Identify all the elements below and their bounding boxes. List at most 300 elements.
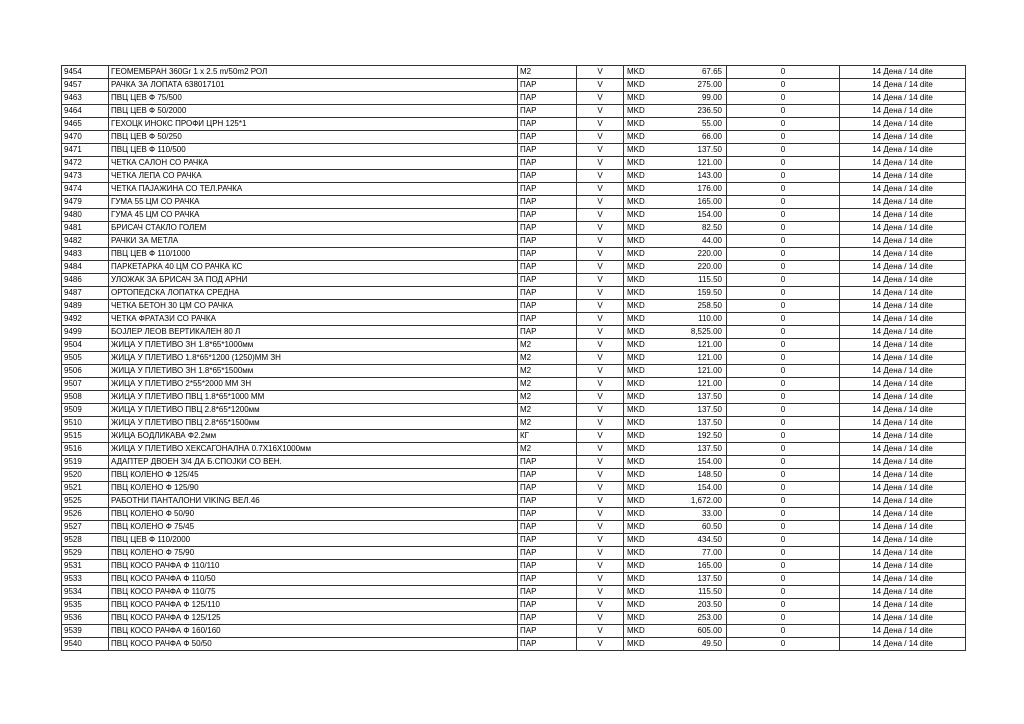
item-price: 192.50 xyxy=(670,430,727,443)
item-currency: MKD xyxy=(624,391,670,404)
item-delivery: 14 Дена / 14 dite xyxy=(840,560,966,573)
item-code: 9521 xyxy=(62,482,109,495)
item-quantity: 0 xyxy=(727,547,840,560)
item-quantity: 0 xyxy=(727,105,840,118)
item-flag: V xyxy=(577,118,624,131)
item-quantity: 0 xyxy=(727,131,840,144)
item-flag: V xyxy=(577,183,624,196)
item-flag: V xyxy=(577,209,624,222)
item-code: 9489 xyxy=(62,300,109,313)
item-currency: MKD xyxy=(624,339,670,352)
table-row xyxy=(62,508,966,521)
item-code: 9484 xyxy=(62,261,109,274)
item-currency: MKD xyxy=(624,456,670,469)
item-flag: V xyxy=(577,248,624,261)
table-row xyxy=(62,456,966,469)
item-name: ОРТОПЕДСКА ЛОПАТКА СРЕДНА xyxy=(109,287,518,300)
table-row xyxy=(62,339,966,352)
item-price: 176.00 xyxy=(670,183,727,196)
item-code: 9473 xyxy=(62,170,109,183)
item-delivery: 14 Дена / 14 dite xyxy=(840,261,966,274)
item-code: 9470 xyxy=(62,131,109,144)
item-quantity: 0 xyxy=(727,625,840,638)
item-quantity: 0 xyxy=(727,339,840,352)
item-delivery: 14 Дена / 14 dite xyxy=(840,235,966,248)
item-price: 67.65 xyxy=(670,66,727,79)
item-currency: MKD xyxy=(624,638,670,651)
item-name: ГУМА 45 ЦМ СО РАЧКА xyxy=(109,209,518,222)
item-code: 9520 xyxy=(62,469,109,482)
item-quantity: 0 xyxy=(727,235,840,248)
item-currency: MKD xyxy=(624,573,670,586)
item-quantity: 0 xyxy=(727,144,840,157)
item-delivery: 14 Дена / 14 dite xyxy=(840,482,966,495)
item-currency: MKD xyxy=(624,131,670,144)
item-code: 9527 xyxy=(62,521,109,534)
item-unit: ПАР xyxy=(518,157,577,170)
item-flag: V xyxy=(577,378,624,391)
table-row xyxy=(62,430,966,443)
item-unit: ПАР xyxy=(518,209,577,222)
item-delivery: 14 Дена / 14 dite xyxy=(840,339,966,352)
item-unit: М2 xyxy=(518,339,577,352)
item-flag: V xyxy=(577,547,624,560)
item-delivery: 14 Дена / 14 dite xyxy=(840,456,966,469)
item-delivery: 14 Дена / 14 dite xyxy=(840,443,966,456)
item-currency: MKD xyxy=(624,586,670,599)
item-quantity: 0 xyxy=(727,443,840,456)
item-name: ЖИЦА У ПЛЕТИВО 2*55*2000 ММ ЗН xyxy=(109,378,518,391)
item-quantity: 0 xyxy=(727,534,840,547)
item-price: 605.00 xyxy=(670,625,727,638)
item-quantity: 0 xyxy=(727,300,840,313)
item-code: 9505 xyxy=(62,352,109,365)
item-quantity: 0 xyxy=(727,482,840,495)
item-unit: М2 xyxy=(518,352,577,365)
item-flag: V xyxy=(577,443,624,456)
table-row xyxy=(62,222,966,235)
item-unit: ПАР xyxy=(518,261,577,274)
item-unit: М2 xyxy=(518,66,577,79)
item-code: 9525 xyxy=(62,495,109,508)
item-name: ПВЦ КОСО РАЧФА Ф 160/160 xyxy=(109,625,518,638)
item-delivery: 14 Дена / 14 dite xyxy=(840,209,966,222)
item-unit: ПАР xyxy=(518,144,577,157)
item-delivery: 14 Дена / 14 dite xyxy=(840,105,966,118)
item-flag: V xyxy=(577,599,624,612)
item-quantity: 0 xyxy=(727,326,840,339)
item-code: 9482 xyxy=(62,235,109,248)
item-code: 9528 xyxy=(62,534,109,547)
item-price: 33.00 xyxy=(670,508,727,521)
item-currency: MKD xyxy=(624,560,670,573)
item-flag: V xyxy=(577,287,624,300)
item-currency: MKD xyxy=(624,209,670,222)
table-row xyxy=(62,183,966,196)
item-delivery: 14 Дена / 14 dite xyxy=(840,313,966,326)
item-unit: ПАР xyxy=(518,495,577,508)
item-currency: MKD xyxy=(624,170,670,183)
table-row xyxy=(62,378,966,391)
item-delivery: 14 Дена / 14 dite xyxy=(840,183,966,196)
table-row xyxy=(62,625,966,638)
item-currency: MKD xyxy=(624,417,670,430)
item-unit: ПАР xyxy=(518,235,577,248)
item-price: 55.00 xyxy=(670,118,727,131)
item-delivery: 14 Дена / 14 dite xyxy=(840,534,966,547)
item-unit: ПАР xyxy=(518,326,577,339)
item-price: 115.50 xyxy=(670,274,727,287)
item-delivery: 14 Дена / 14 dite xyxy=(840,118,966,131)
item-code: 9487 xyxy=(62,287,109,300)
item-currency: MKD xyxy=(624,261,670,274)
table-row xyxy=(62,560,966,573)
item-flag: V xyxy=(577,157,624,170)
item-delivery: 14 Дена / 14 dite xyxy=(840,521,966,534)
item-delivery: 14 Дена / 14 dite xyxy=(840,638,966,651)
table-row xyxy=(62,326,966,339)
item-delivery: 14 Дена / 14 dite xyxy=(840,66,966,79)
item-price: 121.00 xyxy=(670,352,727,365)
item-delivery: 14 Дена / 14 dite xyxy=(840,326,966,339)
item-flag: V xyxy=(577,521,624,534)
item-quantity: 0 xyxy=(727,209,840,222)
item-unit: ПАР xyxy=(518,573,577,586)
item-code: 9504 xyxy=(62,339,109,352)
item-name: ЖИЦА У ПЛЕТИВО ПВЦ 1.8*65*1000 ММ xyxy=(109,391,518,404)
item-price: 154.00 xyxy=(670,456,727,469)
item-code: 9499 xyxy=(62,326,109,339)
item-price: 165.00 xyxy=(670,560,727,573)
item-name: ГЕОМЕМБРАН 360Gr 1 x 2.5 m/50m2 РОЛ xyxy=(109,66,518,79)
item-quantity: 0 xyxy=(727,352,840,365)
item-quantity: 0 xyxy=(727,586,840,599)
table-row xyxy=(62,118,966,131)
item-flag: V xyxy=(577,274,624,287)
item-flag: V xyxy=(577,560,624,573)
item-currency: MKD xyxy=(624,183,670,196)
item-flag: V xyxy=(577,170,624,183)
item-currency: MKD xyxy=(624,105,670,118)
item-price: 1,672.00 xyxy=(670,495,727,508)
item-code: 9454 xyxy=(62,66,109,79)
item-name: ПАРКЕТАРКА 40 ЦМ СО РАЧКА КС xyxy=(109,261,518,274)
table-row xyxy=(62,469,966,482)
item-code: 9539 xyxy=(62,625,109,638)
item-currency: MKD xyxy=(624,274,670,287)
item-delivery: 14 Дена / 14 dite xyxy=(840,612,966,625)
item-flag: V xyxy=(577,66,624,79)
item-delivery: 14 Дена / 14 dite xyxy=(840,495,966,508)
item-quantity: 0 xyxy=(727,157,840,170)
item-currency: MKD xyxy=(624,313,670,326)
item-code: 9534 xyxy=(62,586,109,599)
item-name: ЖИЦА БОДЛИКАВА Ф2.2мм xyxy=(109,430,518,443)
item-quantity: 0 xyxy=(727,222,840,235)
item-price: 121.00 xyxy=(670,378,727,391)
item-price: 66.00 xyxy=(670,131,727,144)
table-row xyxy=(62,495,966,508)
item-unit: ПАР xyxy=(518,625,577,638)
item-quantity: 0 xyxy=(727,430,840,443)
item-unit: М2 xyxy=(518,378,577,391)
item-unit: ПАР xyxy=(518,274,577,287)
item-delivery: 14 Дена / 14 dite xyxy=(840,196,966,209)
item-code: 9507 xyxy=(62,378,109,391)
item-name: ПВЦ ЦЕВ Ф 50/250 xyxy=(109,131,518,144)
item-code: 9516 xyxy=(62,443,109,456)
price-list-body xyxy=(62,66,966,651)
item-currency: MKD xyxy=(624,222,670,235)
item-price: 236.50 xyxy=(670,105,727,118)
item-name: РАБОТНИ ПАНТАЛОНИ VIKING ВЕЛ.46 xyxy=(109,495,518,508)
item-name: ПВЦ КОСО РАЧФА Ф 110/50 xyxy=(109,573,518,586)
item-unit: ПАР xyxy=(518,131,577,144)
item-name: ЖИЦА У ПЛЕТИВО ПВЦ 2.8*65*1500мм xyxy=(109,417,518,430)
item-delivery: 14 Дена / 14 dite xyxy=(840,92,966,105)
item-code: 9463 xyxy=(62,92,109,105)
item-name: ЧЕТКА ФРАТАЗИ СО РАЧКА xyxy=(109,313,518,326)
table-row xyxy=(62,209,966,222)
item-flag: V xyxy=(577,638,624,651)
item-name: ПВЦ ЦЕВ Ф 110/1000 xyxy=(109,248,518,261)
item-unit: ПАР xyxy=(518,79,577,92)
item-name: ПВЦ КОСО РАЧФА Ф 125/110 xyxy=(109,599,518,612)
item-price: 159.50 xyxy=(670,287,727,300)
item-delivery: 14 Дена / 14 dite xyxy=(840,274,966,287)
item-quantity: 0 xyxy=(727,365,840,378)
item-unit: М2 xyxy=(518,391,577,404)
item-delivery: 14 Дена / 14 dite xyxy=(840,222,966,235)
item-currency: MKD xyxy=(624,547,670,560)
table-row xyxy=(62,196,966,209)
item-flag: V xyxy=(577,534,624,547)
price-list-table xyxy=(61,65,966,651)
item-unit: ПАР xyxy=(518,508,577,521)
item-quantity: 0 xyxy=(727,417,840,430)
item-currency: MKD xyxy=(624,430,670,443)
item-delivery: 14 Дена / 14 dite xyxy=(840,248,966,261)
item-currency: MKD xyxy=(624,599,670,612)
item-price: 49.50 xyxy=(670,638,727,651)
item-delivery: 14 Дена / 14 dite xyxy=(840,79,966,92)
item-code: 9481 xyxy=(62,222,109,235)
item-currency: MKD xyxy=(624,92,670,105)
item-name: ПВЦ ЦЕВ Ф 110/2000 xyxy=(109,534,518,547)
item-delivery: 14 Дена / 14 dite xyxy=(840,417,966,430)
table-row xyxy=(62,274,966,287)
item-quantity: 0 xyxy=(727,261,840,274)
item-name: ГУМА 55 ЦМ СО РАЧКА xyxy=(109,196,518,209)
item-quantity: 0 xyxy=(727,196,840,209)
item-code: 9492 xyxy=(62,313,109,326)
item-name: РАЧКИ ЗА МЕТЛА xyxy=(109,235,518,248)
item-unit: М2 xyxy=(518,417,577,430)
item-currency: MKD xyxy=(624,495,670,508)
item-flag: V xyxy=(577,508,624,521)
item-quantity: 0 xyxy=(727,495,840,508)
table-row xyxy=(62,144,966,157)
item-currency: MKD xyxy=(624,469,670,482)
item-price: 220.00 xyxy=(670,261,727,274)
item-code: 9474 xyxy=(62,183,109,196)
item-price: 253.00 xyxy=(670,612,727,625)
item-delivery: 14 Дена / 14 dite xyxy=(840,404,966,417)
item-code: 9471 xyxy=(62,144,109,157)
item-flag: V xyxy=(577,222,624,235)
table-row xyxy=(62,105,966,118)
item-delivery: 14 Дена / 14 dite xyxy=(840,157,966,170)
item-unit: ПАР xyxy=(518,287,577,300)
item-price: 137.50 xyxy=(670,417,727,430)
item-unit: ПАР xyxy=(518,196,577,209)
item-code: 9536 xyxy=(62,612,109,625)
table-row xyxy=(62,547,966,560)
item-delivery: 14 Дена / 14 dite xyxy=(840,599,966,612)
item-delivery: 14 Дена / 14 dite xyxy=(840,469,966,482)
item-code: 9519 xyxy=(62,456,109,469)
item-price: 82.50 xyxy=(670,222,727,235)
item-name: БОЈЛЕР ЛЕОВ ВЕРТИКАЛЕН 80 Л xyxy=(109,326,518,339)
item-quantity: 0 xyxy=(727,391,840,404)
table-row xyxy=(62,170,966,183)
item-unit: ПАР xyxy=(518,118,577,131)
item-delivery: 14 Дена / 14 dite xyxy=(840,391,966,404)
item-flag: V xyxy=(577,105,624,118)
item-quantity: 0 xyxy=(727,378,840,391)
item-name: ПВЦ ЦЕВ Ф 50/2000 xyxy=(109,105,518,118)
item-currency: MKD xyxy=(624,66,670,79)
item-flag: V xyxy=(577,430,624,443)
item-code: 9540 xyxy=(62,638,109,651)
item-price: 154.00 xyxy=(670,209,727,222)
item-unit: ПАР xyxy=(518,599,577,612)
item-unit: ПАР xyxy=(518,534,577,547)
item-flag: V xyxy=(577,586,624,599)
table-row xyxy=(62,157,966,170)
item-code: 9457 xyxy=(62,79,109,92)
item-name: ПВЦ КОСО РАЧФА Ф 110/110 xyxy=(109,560,518,573)
item-delivery: 14 Дена / 14 dite xyxy=(840,625,966,638)
item-flag: V xyxy=(577,339,624,352)
item-quantity: 0 xyxy=(727,612,840,625)
item-delivery: 14 Дена / 14 dite xyxy=(840,131,966,144)
item-delivery: 14 Дена / 14 dite xyxy=(840,144,966,157)
item-currency: MKD xyxy=(624,482,670,495)
item-code: 9531 xyxy=(62,560,109,573)
item-unit: ПАР xyxy=(518,638,577,651)
item-price: 77.00 xyxy=(670,547,727,560)
item-unit: М2 xyxy=(518,443,577,456)
item-code: 9506 xyxy=(62,365,109,378)
item-price: 258.50 xyxy=(670,300,727,313)
table-row xyxy=(62,261,966,274)
item-price: 137.50 xyxy=(670,144,727,157)
item-name: ЖИЦА У ПЛЕТИВО ЗН 1.8*65*1000мм xyxy=(109,339,518,352)
item-name: ЖИЦА У ПЛЕТИВО ПВЦ 2.8*65*1200мм xyxy=(109,404,518,417)
item-delivery: 14 Дена / 14 dite xyxy=(840,430,966,443)
item-price: 434.50 xyxy=(670,534,727,547)
item-flag: V xyxy=(577,495,624,508)
item-code: 9510 xyxy=(62,417,109,430)
item-flag: V xyxy=(577,300,624,313)
item-code: 9486 xyxy=(62,274,109,287)
item-name: ЧЕТКА ЛЕПА СО РАЧКА xyxy=(109,170,518,183)
item-unit: М2 xyxy=(518,365,577,378)
item-delivery: 14 Дена / 14 dite xyxy=(840,378,966,391)
item-quantity: 0 xyxy=(727,287,840,300)
item-price: 137.50 xyxy=(670,443,727,456)
item-unit: ПАР xyxy=(518,313,577,326)
item-currency: MKD xyxy=(624,300,670,313)
item-code: 9483 xyxy=(62,248,109,261)
table-row xyxy=(62,79,966,92)
item-name: ПВЦ КОЛЕНО Ф 125/45 xyxy=(109,469,518,482)
item-code: 9509 xyxy=(62,404,109,417)
item-name: ЖИЦА У ПЛЕТИВО ХЕКСАГОНАЛНА 0.7Х16Х1000мм xyxy=(109,443,518,456)
item-unit: ПАР xyxy=(518,612,577,625)
item-unit: ПАР xyxy=(518,170,577,183)
item-flag: V xyxy=(577,313,624,326)
item-delivery: 14 Дена / 14 dite xyxy=(840,287,966,300)
table-row xyxy=(62,313,966,326)
item-name: ПВЦ КОСО РАЧФА Ф 110/75 xyxy=(109,586,518,599)
table-row xyxy=(62,92,966,105)
item-unit: ПАР xyxy=(518,547,577,560)
item-delivery: 14 Дена / 14 dite xyxy=(840,573,966,586)
item-unit: ПАР xyxy=(518,183,577,196)
item-delivery: 14 Дена / 14 dite xyxy=(840,170,966,183)
item-price: 203.50 xyxy=(670,599,727,612)
item-currency: MKD xyxy=(624,365,670,378)
item-code: 9515 xyxy=(62,430,109,443)
item-currency: MKD xyxy=(624,352,670,365)
item-flag: V xyxy=(577,482,624,495)
item-quantity: 0 xyxy=(727,456,840,469)
table-row xyxy=(62,482,966,495)
item-currency: MKD xyxy=(624,443,670,456)
item-name: ПВЦ КОСО РАЧФА Ф 125/125 xyxy=(109,612,518,625)
item-unit: ПАР xyxy=(518,482,577,495)
item-name: ЖИЦА У ПЛЕТИВО 1.8*65*1200 (1250)ММ ЗН xyxy=(109,352,518,365)
item-name: ПВЦ ЦЕВ Ф 110/500 xyxy=(109,144,518,157)
item-name: ЧЕТКА САЛОН СО РАЧКА xyxy=(109,157,518,170)
item-quantity: 0 xyxy=(727,248,840,261)
table-row xyxy=(62,534,966,547)
item-code: 9464 xyxy=(62,105,109,118)
item-code: 9535 xyxy=(62,599,109,612)
item-price: 121.00 xyxy=(670,339,727,352)
item-currency: MKD xyxy=(624,378,670,391)
table-row xyxy=(62,417,966,430)
item-name: ПВЦ КОЛЕНО Ф 75/45 xyxy=(109,521,518,534)
item-name: ГЕХОЦК ИНОКС ПРОФИ ЦРН 125*1 xyxy=(109,118,518,131)
item-unit: ПАР xyxy=(518,521,577,534)
item-flag: V xyxy=(577,79,624,92)
item-flag: V xyxy=(577,625,624,638)
item-unit: ПАР xyxy=(518,300,577,313)
item-unit: ПАР xyxy=(518,586,577,599)
table-row xyxy=(62,599,966,612)
item-currency: MKD xyxy=(624,404,670,417)
table-row xyxy=(62,365,966,378)
table-row xyxy=(62,131,966,144)
item-price: 60.50 xyxy=(670,521,727,534)
item-quantity: 0 xyxy=(727,274,840,287)
item-price: 137.50 xyxy=(670,391,727,404)
item-currency: MKD xyxy=(624,612,670,625)
item-delivery: 14 Дена / 14 dite xyxy=(840,547,966,560)
